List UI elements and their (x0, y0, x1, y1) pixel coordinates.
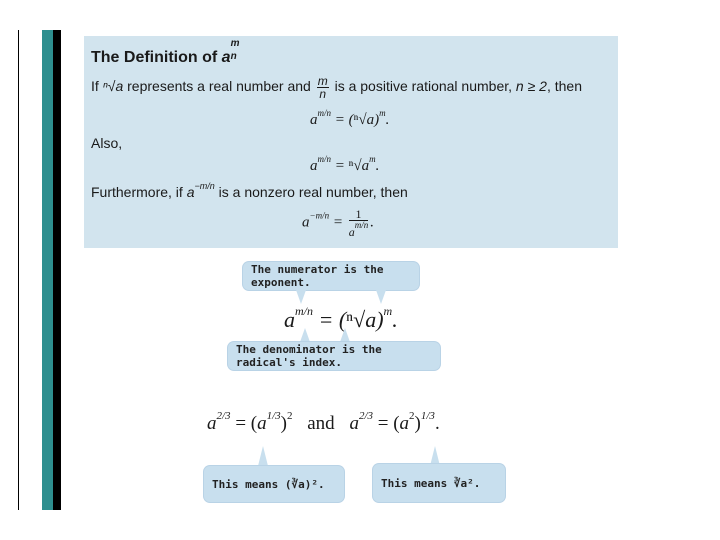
callout-left-arrow (258, 446, 268, 466)
also-label: Also, (91, 135, 123, 151)
left-accent-bar (42, 30, 53, 510)
callout-denominator: The denominator is the radical's index. (228, 342, 440, 370)
example-formulas: $a^{2/3} = (a^{1/3})^2$ and $a^{2/3} = (a^2)^{1/3}$. (207, 410, 440, 434)
furthermore-line: Furthermore, if $a^{-m/n}$ is a nonzero real number, then (91, 181, 408, 200)
callout-denominator-arrow-left (300, 328, 310, 342)
callout-example-right: This means ∛a². (373, 464, 505, 502)
formula-3: $a^{-m/n}$ = $\frac{1}{a^{m/n}}$ . (302, 207, 374, 239)
formula-1: $a^{m/n} = (^n√a)^m$. (310, 108, 390, 128)
callout-numerator: The numerator is the exponent. (243, 262, 419, 290)
callout-denominator-arrow-right (340, 328, 350, 342)
left-black-bar (53, 30, 61, 510)
definition-condition: If ⁿ√a represents a real number and $\frac{m}{n}$ is a positive rational number, n ≥ 2, then (91, 74, 582, 101)
callout-numerator-arrow-right (376, 290, 386, 304)
callout-example-left: This means (∛a)². (204, 466, 344, 502)
callout-right-arrow (430, 446, 440, 466)
definition-title: The Definition of a m n (91, 38, 240, 66)
illustration-formula: $a^{m/n} = (^n√a)^m$. (284, 304, 398, 332)
formula-2: $a^{m/n} = ^n√a^m$. (310, 154, 380, 174)
left-rule (18, 30, 19, 510)
definition-box (84, 36, 618, 248)
callout-numerator-arrow-left (296, 290, 306, 304)
